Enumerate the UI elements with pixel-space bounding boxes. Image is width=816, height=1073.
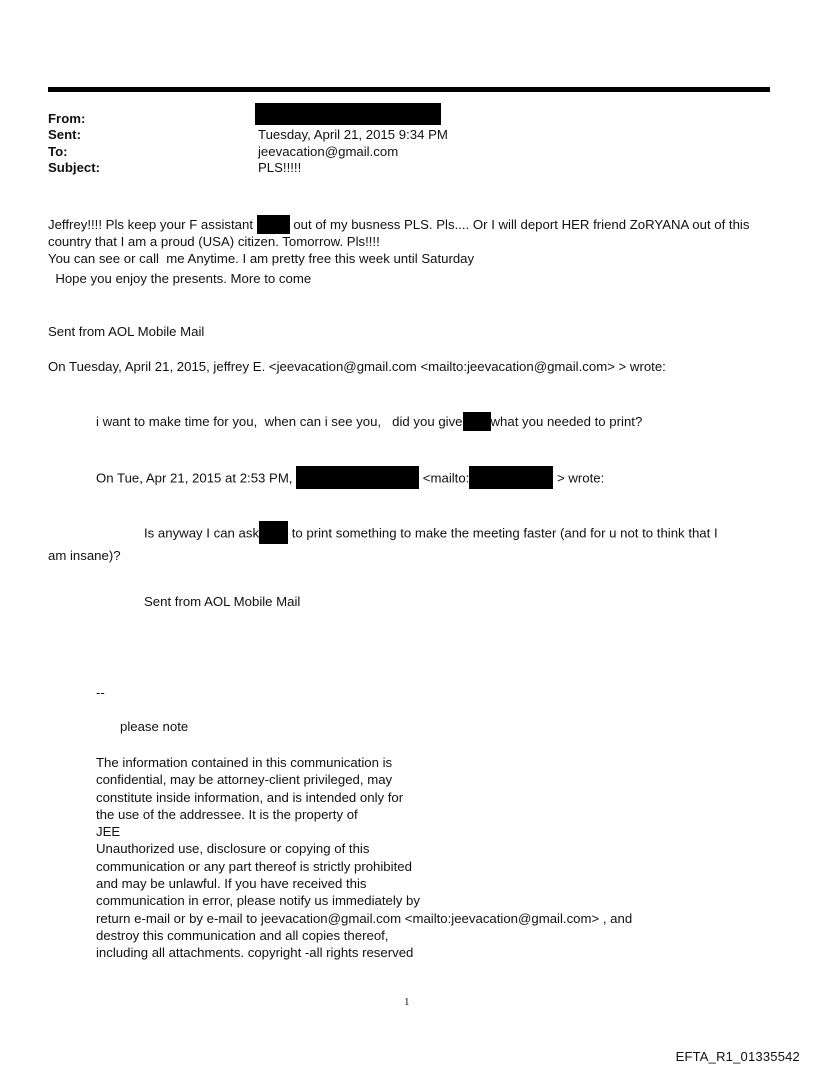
disclaimer-line: confidential, may be attorney-client privileged, may [96,772,393,788]
redaction [463,412,491,431]
body-line-4: Hope you enjoy the presents. More to come [48,271,312,286]
disclaimer-line: communication or any part thereof is strictly prohibited [96,858,412,874]
body-line-1 [48,216,749,234]
header-rule [48,87,770,92]
reply2-text [144,524,718,544]
sent-value: Tuesday, April 21, 2015 9:34 PM [258,127,448,142]
disclaimer-line: constitute inside information, and is intended only for [96,789,404,805]
to-value: jeevacation@gmail.com [258,144,399,159]
reply-text: what you needed to print? [490,414,643,429]
subject-value: PLS!!!!! [258,160,302,175]
redaction [469,466,553,489]
body-line-3: You can see or call me Anytime. I am pretty free this week until Saturday [48,251,475,266]
signature: Sent from AOL Mobile Mail [48,324,205,339]
reply2-signature: Sent from AOL Mobile Mail [144,594,301,609]
disclaimer-line: JEE [96,824,121,840]
quote-header: On Tuesday, April 21, 2015, jeffrey E. <jeevacation@gmail.com <mailto:jeevacation@gmail.com> > wrote: [48,359,666,374]
disclaimer-line: and may be unlawful. If you have received this [96,876,367,892]
disclaimer-line: The information contained in this communication is [96,755,393,770]
reply1-text [96,413,642,431]
body-text: Jeffrey!!!! Pls keep your F assistant [48,217,257,232]
sent-label: Sent: [48,127,81,142]
disclaimer-line: the use of the addressee. It is the property of [96,806,358,822]
disclaimer-line: including all attachments. copyright -all rights reserved [96,945,414,961]
quote-text: On Tue, Apr 21, 2015 at 2:53 PM, [96,470,297,486]
from-label: From: [48,111,86,126]
disclaimer-line: Unauthorized use, disclosure or copying of this [96,841,370,857]
separator: -- [96,685,105,700]
quote-text: > wrote: [553,470,605,486]
reply-text: Is anyway I can ask [144,525,260,541]
to-label: To: [48,144,68,159]
please-note: please note [120,719,189,734]
document-id: EFTA_R1_01335542 [675,1049,800,1064]
quote-text: <mailto: [419,470,470,486]
subject-label: Subject: [48,160,101,175]
disclaimer-line: return e-mail or by e-mail to jeevacation@gmail.com <mailto:jeevacation@gmail.com> , and [96,910,633,926]
reply2-text-cont: am insane)? [48,548,121,563]
disclaimer-line: communication in error, please notify us immediately by [96,893,420,909]
body-line-2: country that I am a proud (USA) citizen. Tomorrow. Pls!!!! [48,234,380,249]
page-number: 1 [404,996,410,1008]
reply-text: to print something to make the meeting faster (and for u not to think that I [288,525,718,541]
reply-text: i want to make time for you, when can i see you, did you give [96,414,463,429]
redaction [259,521,288,544]
body-text: out of my busness PLS. Pls.... Or I will deport HER friend ZoRYANA out of this [289,217,750,232]
redaction [257,215,290,234]
redaction [296,466,419,489]
redaction-from [255,103,441,125]
disclaimer [96,754,632,962]
reply1-quote-header [96,469,604,489]
disclaimer-line: destroy this communication and all copies thereof, [96,927,389,943]
